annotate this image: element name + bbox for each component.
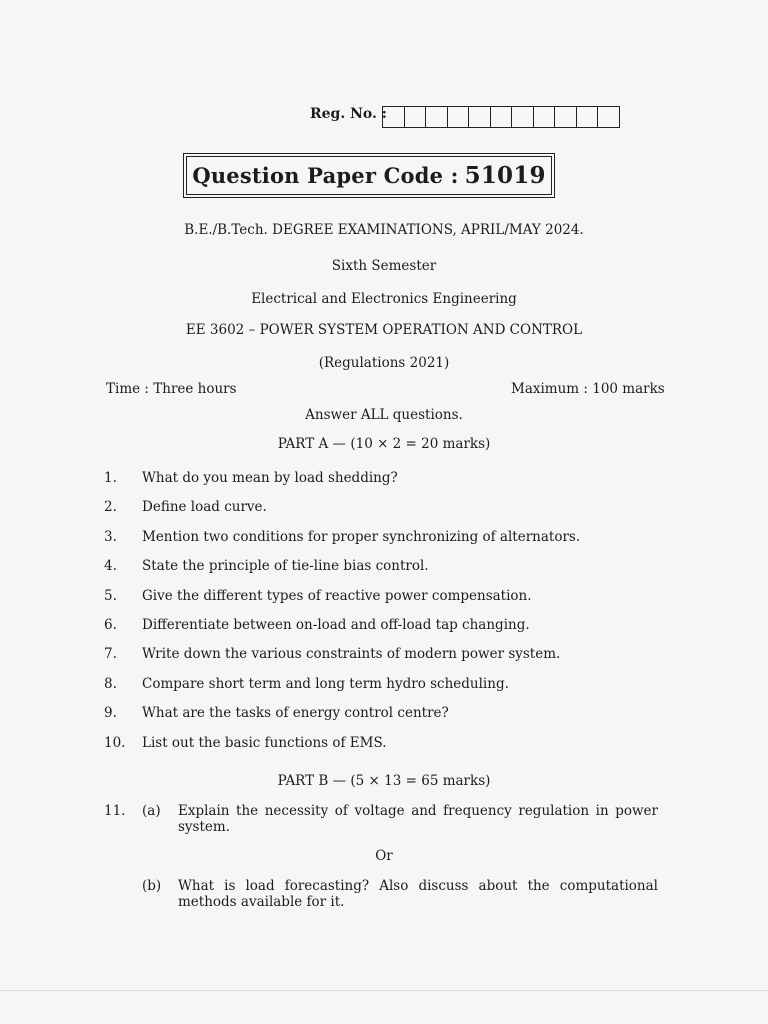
regulations-line: (Regulations 2021) bbox=[318, 355, 450, 371]
question-sub-label: (b) bbox=[142, 878, 162, 894]
reg-no-digit-box[interactable] bbox=[425, 106, 448, 128]
reg-no-digit-box[interactable] bbox=[447, 106, 470, 128]
reg-no-digit-box[interactable] bbox=[468, 106, 491, 128]
question-number: 11. bbox=[104, 803, 126, 819]
reg-no-boxes bbox=[383, 106, 620, 128]
code-label: Question Paper Code : bbox=[192, 163, 459, 188]
reg-no-digit-box[interactable] bbox=[554, 106, 577, 128]
instruction-line: Answer ALL questions. bbox=[305, 407, 463, 423]
reg-no-digit-box[interactable] bbox=[490, 106, 513, 128]
reg-no-digit-box[interactable] bbox=[597, 106, 620, 128]
question-text: Give the different types of reactive power compensation. bbox=[142, 588, 532, 604]
question-11b-text: What is load forecasting? Also discuss about the computational methods available for it. bbox=[178, 878, 658, 910]
question-number: 2. bbox=[104, 499, 117, 515]
question-text: What are the tasks of energy control centre? bbox=[142, 705, 449, 721]
question-text: State the principle of tie-line bias control. bbox=[142, 558, 429, 574]
semester-line: Sixth Semester bbox=[331, 258, 437, 274]
page-edge-line bbox=[0, 990, 768, 991]
part-b-title: PART B — (5 × 13 = 65 marks) bbox=[277, 773, 491, 789]
question-text: Compare short term and long term hydro scheduling. bbox=[142, 676, 509, 692]
reg-no-digit-box[interactable] bbox=[382, 106, 405, 128]
question-number: 6. bbox=[104, 617, 117, 633]
reg-no-digit-box[interactable] bbox=[576, 106, 599, 128]
question-number: 8. bbox=[104, 676, 117, 692]
question-paper-code-box bbox=[186, 156, 552, 195]
question-sub-label: (a) bbox=[142, 803, 161, 819]
question-11a-text: Explain the necessity of voltage and frequency regulation in power system. bbox=[178, 803, 658, 835]
reg-no-digit-box[interactable] bbox=[533, 106, 556, 128]
question-number: 7. bbox=[104, 646, 117, 662]
degree-line: B.E./B.Tech. DEGREE EXAMINATIONS, APRIL/MAY 2024. bbox=[184, 222, 584, 238]
question-number: 4. bbox=[104, 558, 117, 574]
max-marks-line: Maximum : 100 marks bbox=[511, 381, 665, 397]
code-value: 51019 bbox=[464, 162, 546, 189]
question-text: Differentiate between on-load and off-load tap changing. bbox=[142, 617, 530, 633]
question-number: 10. bbox=[104, 735, 126, 751]
department-line: Electrical and Electronics Engineering bbox=[251, 291, 517, 307]
question-number: 3. bbox=[104, 529, 117, 545]
time-line: Time : Three hours bbox=[106, 381, 237, 397]
question-number: 1. bbox=[104, 470, 117, 486]
question-text: Mention two conditions for proper synchronizing of alternators. bbox=[142, 529, 581, 545]
question-text: What do you mean by load shedding? bbox=[142, 470, 398, 486]
part-a-title: PART A — (10 × 2 = 20 marks) bbox=[277, 436, 491, 452]
course-line: EE 3602 – POWER SYSTEM OPERATION AND CONTROL bbox=[185, 322, 583, 338]
reg-no-digit-box[interactable] bbox=[404, 106, 427, 128]
reg-no-label: Reg. No. : bbox=[310, 106, 387, 122]
question-text: Define load curve. bbox=[142, 499, 267, 515]
question-text: Write down the various constraints of modern power system. bbox=[142, 646, 561, 662]
question-number: 5. bbox=[104, 588, 117, 604]
question-text: List out the basic functions of EMS. bbox=[142, 735, 387, 751]
reg-no-digit-box[interactable] bbox=[511, 106, 534, 128]
question-number: 9. bbox=[104, 705, 117, 721]
or-separator: Or bbox=[375, 848, 393, 864]
